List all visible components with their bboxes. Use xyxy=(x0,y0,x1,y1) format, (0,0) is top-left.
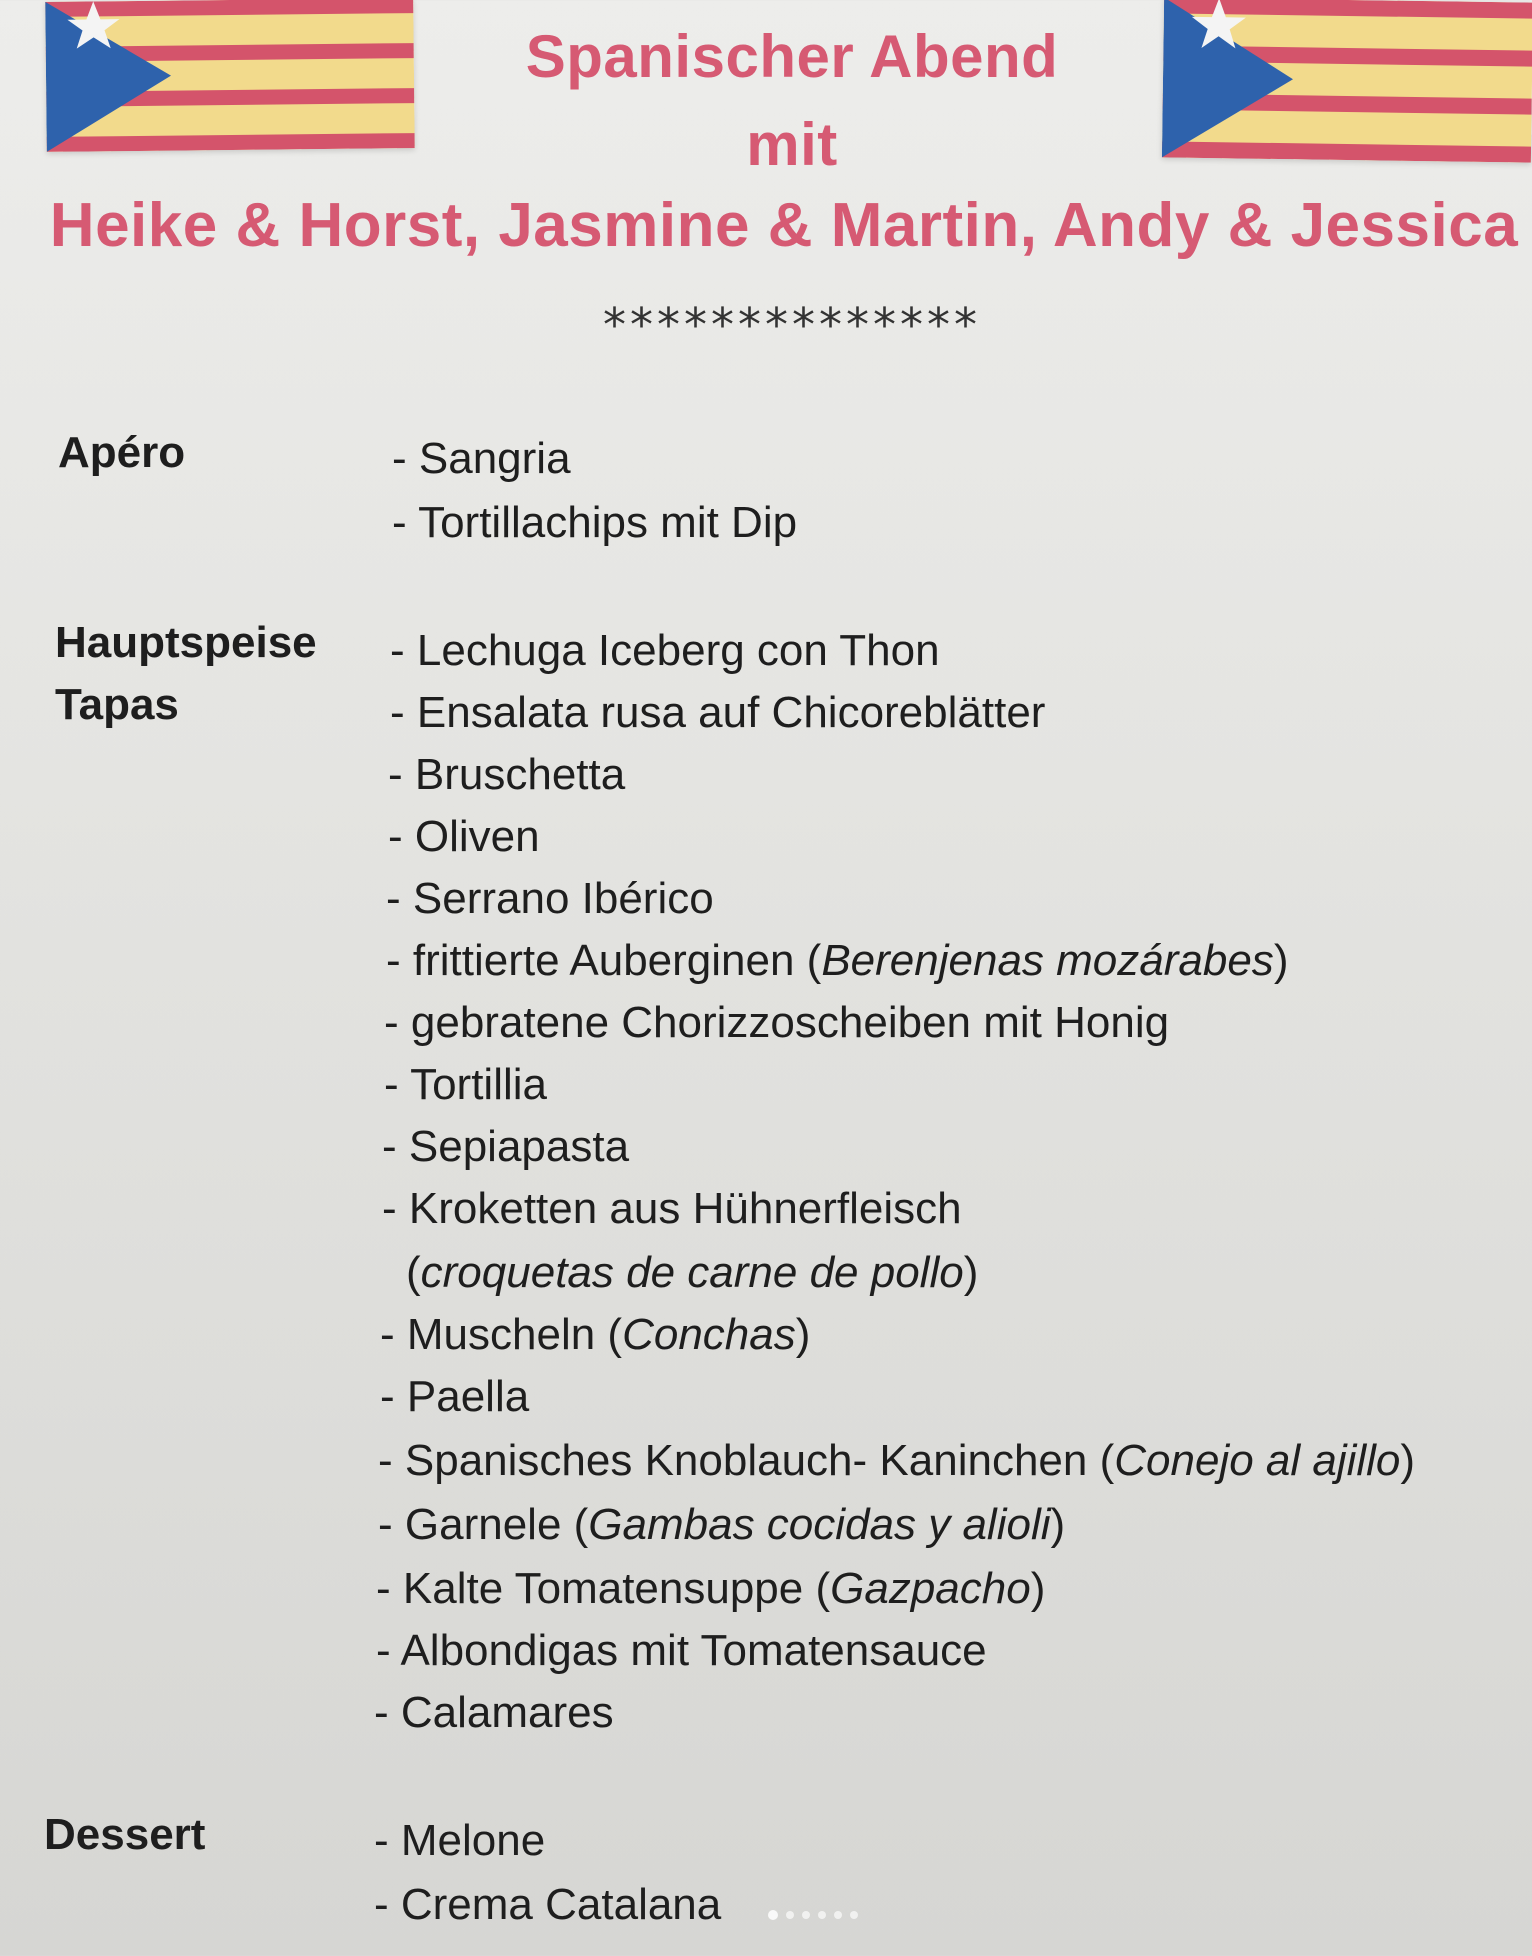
menu-item-text: - frittierte Auberginen ( xyxy=(386,936,822,985)
menu-item xyxy=(376,1564,1045,1614)
menu-item xyxy=(386,874,714,924)
menu-item xyxy=(374,1688,614,1738)
menu-item-spanish-name: Gambas cocidas y alioli xyxy=(588,1500,1051,1549)
menu-item xyxy=(384,998,1169,1048)
menu-item-text: - Muscheln ( xyxy=(380,1310,623,1359)
carousel-dot[interactable] xyxy=(850,1911,858,1919)
menu-item-spanish-name: Conchas xyxy=(622,1310,796,1359)
menu-item xyxy=(380,1310,810,1360)
section-label-dessert: Dessert xyxy=(44,1810,206,1859)
menu-item-paren: ) xyxy=(1273,936,1289,985)
menu-item-text: - Albondigas mit Tomatensauce xyxy=(376,1626,987,1675)
menu-item xyxy=(384,1060,547,1110)
menu-item-text: - Tortillia xyxy=(384,1060,548,1109)
menu-item: - Melone xyxy=(374,1816,546,1865)
menu-item xyxy=(380,1372,529,1422)
menu-item-text: - Paella xyxy=(380,1372,530,1421)
menu-item: - Crema Catalana xyxy=(374,1880,722,1929)
menu-item-text: - Ensalata rusa auf Chicoreblätter xyxy=(390,688,1046,737)
menu-item-paren: ) xyxy=(795,1310,811,1359)
carousel-dot[interactable] xyxy=(818,1911,826,1919)
section-label-apero: Apéro xyxy=(58,428,186,477)
menu-item-spanish-name: croquetas de carne de pollo xyxy=(420,1248,964,1297)
menu-item-paren: ) xyxy=(1030,1564,1046,1613)
title-connector: mit xyxy=(746,111,838,178)
menu-item: - Sangria xyxy=(392,434,571,483)
menu-item-text: - Sepiapasta xyxy=(382,1122,630,1171)
separator-line: ************** xyxy=(603,298,981,352)
menu-item-text: - Kalte Tomatensuppe ( xyxy=(376,1564,831,1613)
menu-item-spanish-name: Gazpacho xyxy=(830,1564,1031,1613)
carousel-dot[interactable] xyxy=(786,1911,794,1919)
menu-item-text: - Kroketten aus Hühnerfleisch xyxy=(382,1184,962,1233)
carousel-dot[interactable] xyxy=(834,1911,842,1919)
menu-item xyxy=(388,750,625,800)
section-label-main: Hauptspeise xyxy=(55,618,317,667)
menu-item-text: - Bruschetta xyxy=(388,750,626,799)
menu-item-text: ( xyxy=(406,1248,421,1297)
menu-item-paren: ) xyxy=(963,1248,979,1297)
menu-item xyxy=(376,1626,987,1676)
carousel-indicator[interactable] xyxy=(768,1910,858,1920)
menu-item: - Tortillachips mit Dip xyxy=(392,498,798,547)
menu-item-text: - Oliven xyxy=(388,812,540,861)
menu-item xyxy=(406,1248,978,1298)
menu-item-spanish-name: Berenjenas mozárabes xyxy=(821,936,1274,985)
menu-item-text: - Garnele ( xyxy=(378,1500,589,1549)
menu-item-text: - Serrano Ibérico xyxy=(386,874,714,923)
menu-item-text: - Lechuga Iceberg con Thon xyxy=(390,626,940,675)
menu-item-paren: ) xyxy=(1400,1436,1416,1485)
carousel-dot[interactable] xyxy=(802,1911,810,1919)
menu-item xyxy=(386,936,1288,986)
menu-item xyxy=(388,812,540,862)
menu-item-paren: ) xyxy=(1050,1500,1066,1549)
menu-item xyxy=(390,626,940,676)
carousel-dot[interactable] xyxy=(768,1910,778,1920)
section-label-tapas: Tapas xyxy=(55,680,179,729)
menu-item-text: - Spanisches Knoblauch- Kaninchen ( xyxy=(378,1436,1115,1485)
menu-item xyxy=(382,1122,629,1172)
menu-item-text: - gebratene Chorizzoscheiben mit Honig xyxy=(384,998,1170,1047)
menu-item-spanish-name: Conejo al ajillo xyxy=(1114,1436,1401,1485)
menu-item xyxy=(378,1436,1415,1486)
menu-item-text: - Calamares xyxy=(374,1688,614,1737)
guest-names: Heike & Horst, Jasmine & Martin, Andy & Jessica xyxy=(49,191,1519,260)
page-title: Spanischer Abend xyxy=(525,23,1059,90)
menu-item xyxy=(378,1500,1065,1550)
menu-item xyxy=(390,688,1045,738)
menu-item xyxy=(382,1184,962,1234)
